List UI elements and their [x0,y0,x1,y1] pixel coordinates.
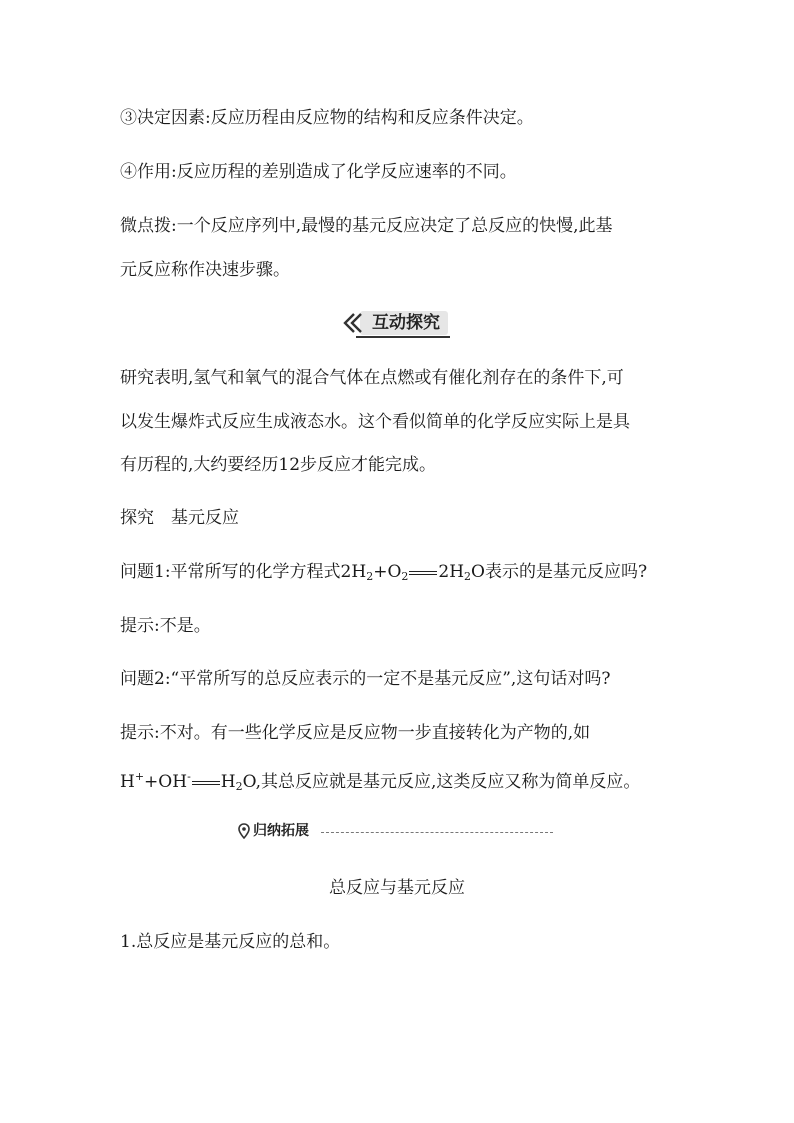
question-1-suffix: 表示的是基元反应吗? [484,562,648,582]
research-line-1: 研究表明,氢气和氧气的混合气体在点燃或有催化剂存在的条件下,可 [120,368,624,388]
summary-tag-label: 归纳拓展 [253,823,309,839]
answer-1: 提示:不是。 [120,616,211,636]
equals-arrow-icon [409,568,437,578]
equation-water: $2H_2+O_2$ $2H_2O$ [340,562,485,583]
research-line-2: 以发生爆炸式反应生成液态水。这个看似简单的化学反应实际上是具 [120,412,630,432]
dashed-divider [321,832,553,833]
diamond-arrow-icon [342,311,368,335]
research-line-3: 有历程的,大约要经历12步反应才能完成。 [120,455,437,475]
question-2: 问题2:“平常所写的总反应表示的一定不是基元反应”,这句话对吗? [120,669,611,689]
paragraph-tip-line-1: 微点拨:一个反应序列中,最慢的基元反应决定了总反应的快慢,此基 [120,216,613,236]
point-1: 1.总反应是基元反应的总和。 [120,932,341,952]
answer-2-line-1: 提示:不对。有一些化学反应是反应物一步直接转化为产物的,如 [120,723,591,743]
paragraph-tip-line-2: 元反应称作决速步骤。 [120,260,290,280]
equation-neutralization: H++OH- $H_2O$ [120,770,256,793]
paragraph-effect: ④作用:反应历程的差别造成了化学反应速率的不同。 [120,162,517,182]
paragraph-determining-factor: ③决定因素:反应历程由反应物的结构和反应条件决定。 [120,108,534,128]
section-banner-label: 互动探究 [372,313,440,333]
summary-tag [238,820,558,842]
answer-2-line-2: H++OH- $H_2O$,其总反应就是基元反应,这类反应又称为简单反应。 [120,770,641,793]
summary-title: 总反应与基元反应 [329,878,465,898]
question-1-prefix: 问题1:平常所写的化学方程式 [120,562,341,582]
section-banner [342,309,450,337]
explore-title: 探究 基元反应 [120,508,239,528]
question-1 [120,560,647,589]
equals-arrow-icon [192,778,220,788]
location-pin-icon [238,823,250,839]
